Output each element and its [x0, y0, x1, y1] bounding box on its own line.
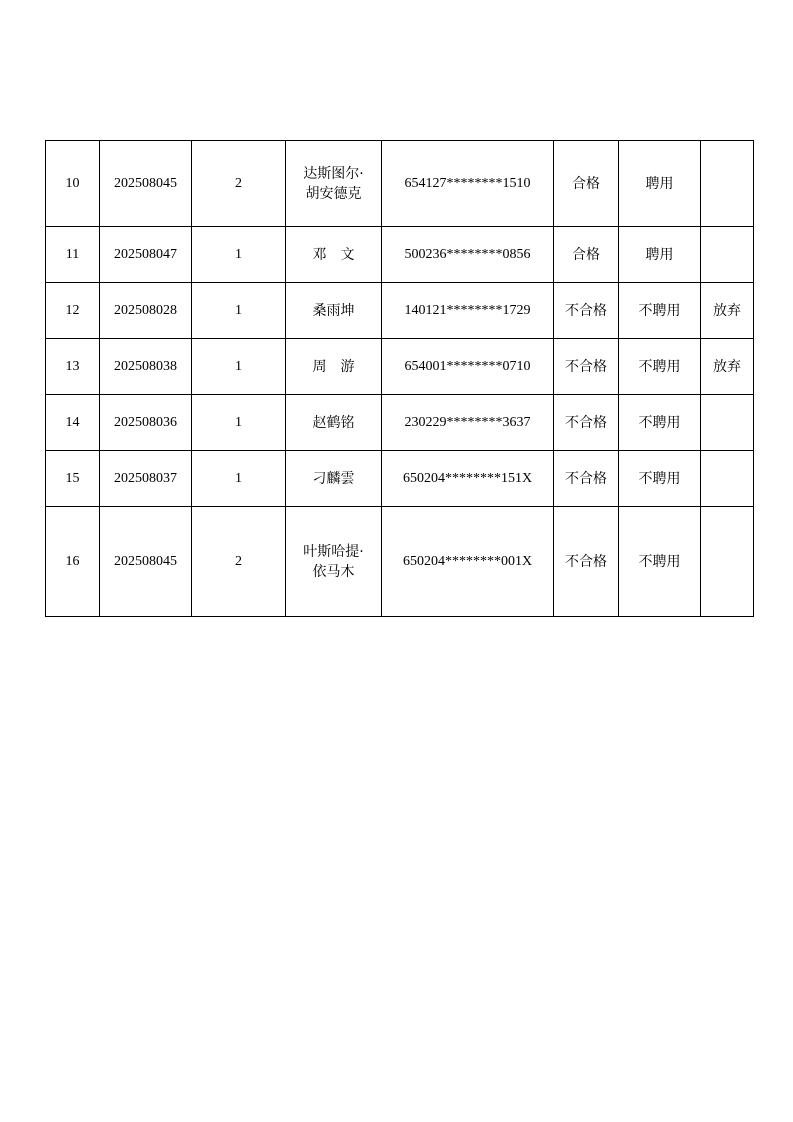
seq-cell: 10 [46, 141, 100, 227]
note-cell [701, 141, 754, 227]
table-row [46, 451, 754, 507]
exam-no-cell: 202508047 [100, 227, 192, 283]
table-row [46, 395, 754, 451]
hire-cell: 不聘用 [619, 451, 701, 507]
name-text: 桑雨坤 [312, 302, 355, 319]
note-cell: 放弃 [701, 339, 754, 395]
table-row [46, 227, 754, 283]
name-cell [286, 451, 382, 507]
count-cell: 1 [192, 395, 286, 451]
exam-no-cell: 202508045 [100, 507, 192, 617]
result-cell: 不合格 [554, 339, 619, 395]
seq-cell: 13 [46, 339, 100, 395]
table-row [46, 507, 754, 617]
seq-cell: 12 [46, 283, 100, 339]
hire-cell: 不聘用 [619, 507, 701, 617]
exam-no-cell: 202508036 [100, 395, 192, 451]
name-text: 刁麟雲 [312, 470, 355, 487]
count-cell: 1 [192, 283, 286, 339]
name-text: 达斯图尔·胡安德克 [303, 165, 364, 202]
note-cell [701, 227, 754, 283]
id-no-cell: 650204********151X [382, 451, 554, 507]
count-cell: 2 [192, 507, 286, 617]
seq-cell: 11 [46, 227, 100, 283]
exam-no-cell: 202508038 [100, 339, 192, 395]
result-cell: 不合格 [554, 395, 619, 451]
exam-no-cell: 202508045 [100, 141, 192, 227]
note-cell [701, 395, 754, 451]
table-row [46, 339, 754, 395]
name-cell [286, 395, 382, 451]
result-cell: 不合格 [554, 451, 619, 507]
note-cell: 放弃 [701, 283, 754, 339]
hire-cell: 不聘用 [619, 395, 701, 451]
hire-cell: 聘用 [619, 141, 701, 227]
seq-cell: 14 [46, 395, 100, 451]
seq-cell: 15 [46, 451, 100, 507]
name-text: 邓 文 [312, 246, 355, 263]
table-row [46, 283, 754, 339]
id-no-cell: 230229********3637 [382, 395, 554, 451]
count-cell: 1 [192, 227, 286, 283]
name-text: 叶斯哈提·依马木 [303, 543, 364, 580]
result-cell: 合格 [554, 227, 619, 283]
exam-no-cell: 202508028 [100, 283, 192, 339]
id-no-cell: 500236********0856 [382, 227, 554, 283]
name-text: 周 游 [312, 358, 355, 375]
name-cell [286, 227, 382, 283]
results-table [45, 140, 754, 617]
id-no-cell: 650204********001X [382, 507, 554, 617]
id-no-cell: 654127********1510 [382, 141, 554, 227]
table-row [46, 141, 754, 227]
count-cell: 1 [192, 339, 286, 395]
result-cell: 不合格 [554, 283, 619, 339]
result-cell: 不合格 [554, 507, 619, 617]
id-no-cell: 140121********1729 [382, 283, 554, 339]
note-cell [701, 507, 754, 617]
name-cell [286, 141, 382, 227]
name-cell [286, 283, 382, 339]
exam-no-cell: 202508037 [100, 451, 192, 507]
name-text: 赵鹤铭 [312, 414, 355, 431]
name-cell [286, 339, 382, 395]
id-no-cell: 654001********0710 [382, 339, 554, 395]
name-cell [286, 507, 382, 617]
note-cell [701, 451, 754, 507]
hire-cell: 聘用 [619, 227, 701, 283]
seq-cell: 16 [46, 507, 100, 617]
hire-cell: 不聘用 [619, 339, 701, 395]
count-cell: 2 [192, 141, 286, 227]
count-cell: 1 [192, 451, 286, 507]
hire-cell: 不聘用 [619, 283, 701, 339]
result-cell: 合格 [554, 141, 619, 227]
